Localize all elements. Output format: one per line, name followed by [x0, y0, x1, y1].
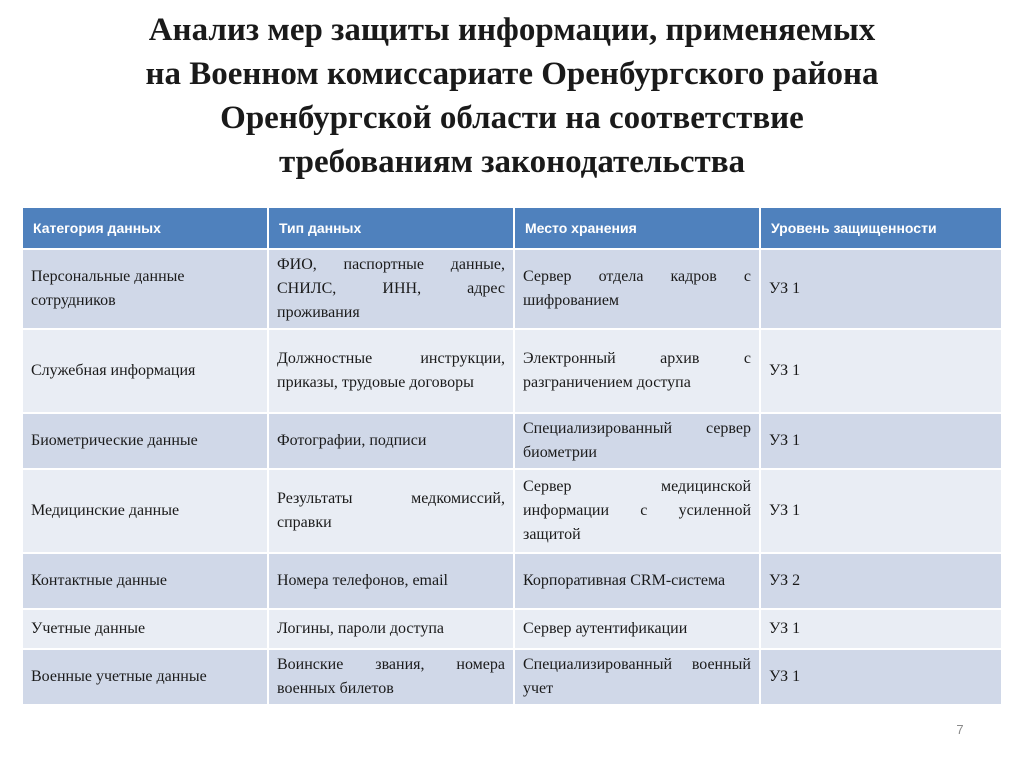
slide-title: Анализ мер защиты информации, применяемых на Военном комиссариате Оренбургского района Оренбургской области на соответствие требованиям законодательства — [145, 12, 879, 180]
cell-protection-level: УЗ 1 — [760, 329, 1002, 413]
cell-protection-level: УЗ 1 — [760, 413, 1002, 469]
cell-category: Контактные данные — [22, 553, 268, 609]
table-row — [22, 249, 1002, 329]
cell-storage: Специализированный военный учет — [514, 649, 760, 705]
cell-storage: Электронный архив с разграничением доступа — [514, 329, 760, 413]
cell-data-type: ФИО, паспортные данные, СНИЛС, ИНН, адрес проживания — [268, 249, 514, 329]
cell-storage: Корпоративная CRM-система — [514, 553, 760, 609]
table-row — [22, 609, 1002, 649]
table-row — [22, 329, 1002, 413]
cell-data-type: Номера телефонов, email — [268, 553, 514, 609]
cell-data-type: Фотографии, подписи — [268, 413, 514, 469]
cell-data-type: Результаты медкомиссий, справки — [268, 469, 514, 553]
cell-category: Служебная информация — [22, 329, 268, 413]
cell-protection-level: УЗ 1 — [760, 649, 1002, 705]
page-number: 7 — [956, 722, 964, 737]
table-row — [22, 413, 1002, 469]
cell-protection-level: УЗ 2 — [760, 553, 1002, 609]
cell-data-type: Воинские звания, номера военных билетов — [268, 649, 514, 705]
cell-protection-level: УЗ 1 — [760, 469, 1002, 553]
table-row — [22, 469, 1002, 553]
header-category: Категория данных — [22, 207, 268, 249]
cell-category: Учетные данные — [22, 609, 268, 649]
cell-protection-level: УЗ 1 — [760, 249, 1002, 329]
header-protection-level: Уровень защищенности — [760, 207, 1002, 249]
table-row — [22, 649, 1002, 705]
cell-category: Военные учетные данные — [22, 649, 268, 705]
cell-category: Персональные данные сотрудников — [22, 249, 268, 329]
cell-storage: Сервер аутентификации — [514, 609, 760, 649]
cell-storage: Сервер отдела кадров с шифрованием — [514, 249, 760, 329]
header-data-type: Тип данных — [268, 207, 514, 249]
data-protection-table — [21, 206, 1003, 706]
cell-data-type: Должностные инструкции, приказы, трудовые договоры — [268, 329, 514, 413]
cell-category: Медицинские данные — [22, 469, 268, 553]
table-row — [22, 553, 1002, 609]
cell-category: Биометрические данные — [22, 413, 268, 469]
table-header-row — [22, 207, 1002, 249]
cell-protection-level: УЗ 1 — [760, 609, 1002, 649]
cell-storage: Сервер медицинской информации с усиленной защитой — [514, 469, 760, 553]
header-storage: Место хранения — [514, 207, 760, 249]
cell-storage: Специализированный сервер биометрии — [514, 413, 760, 469]
cell-data-type: Логины, пароли доступа — [268, 609, 514, 649]
